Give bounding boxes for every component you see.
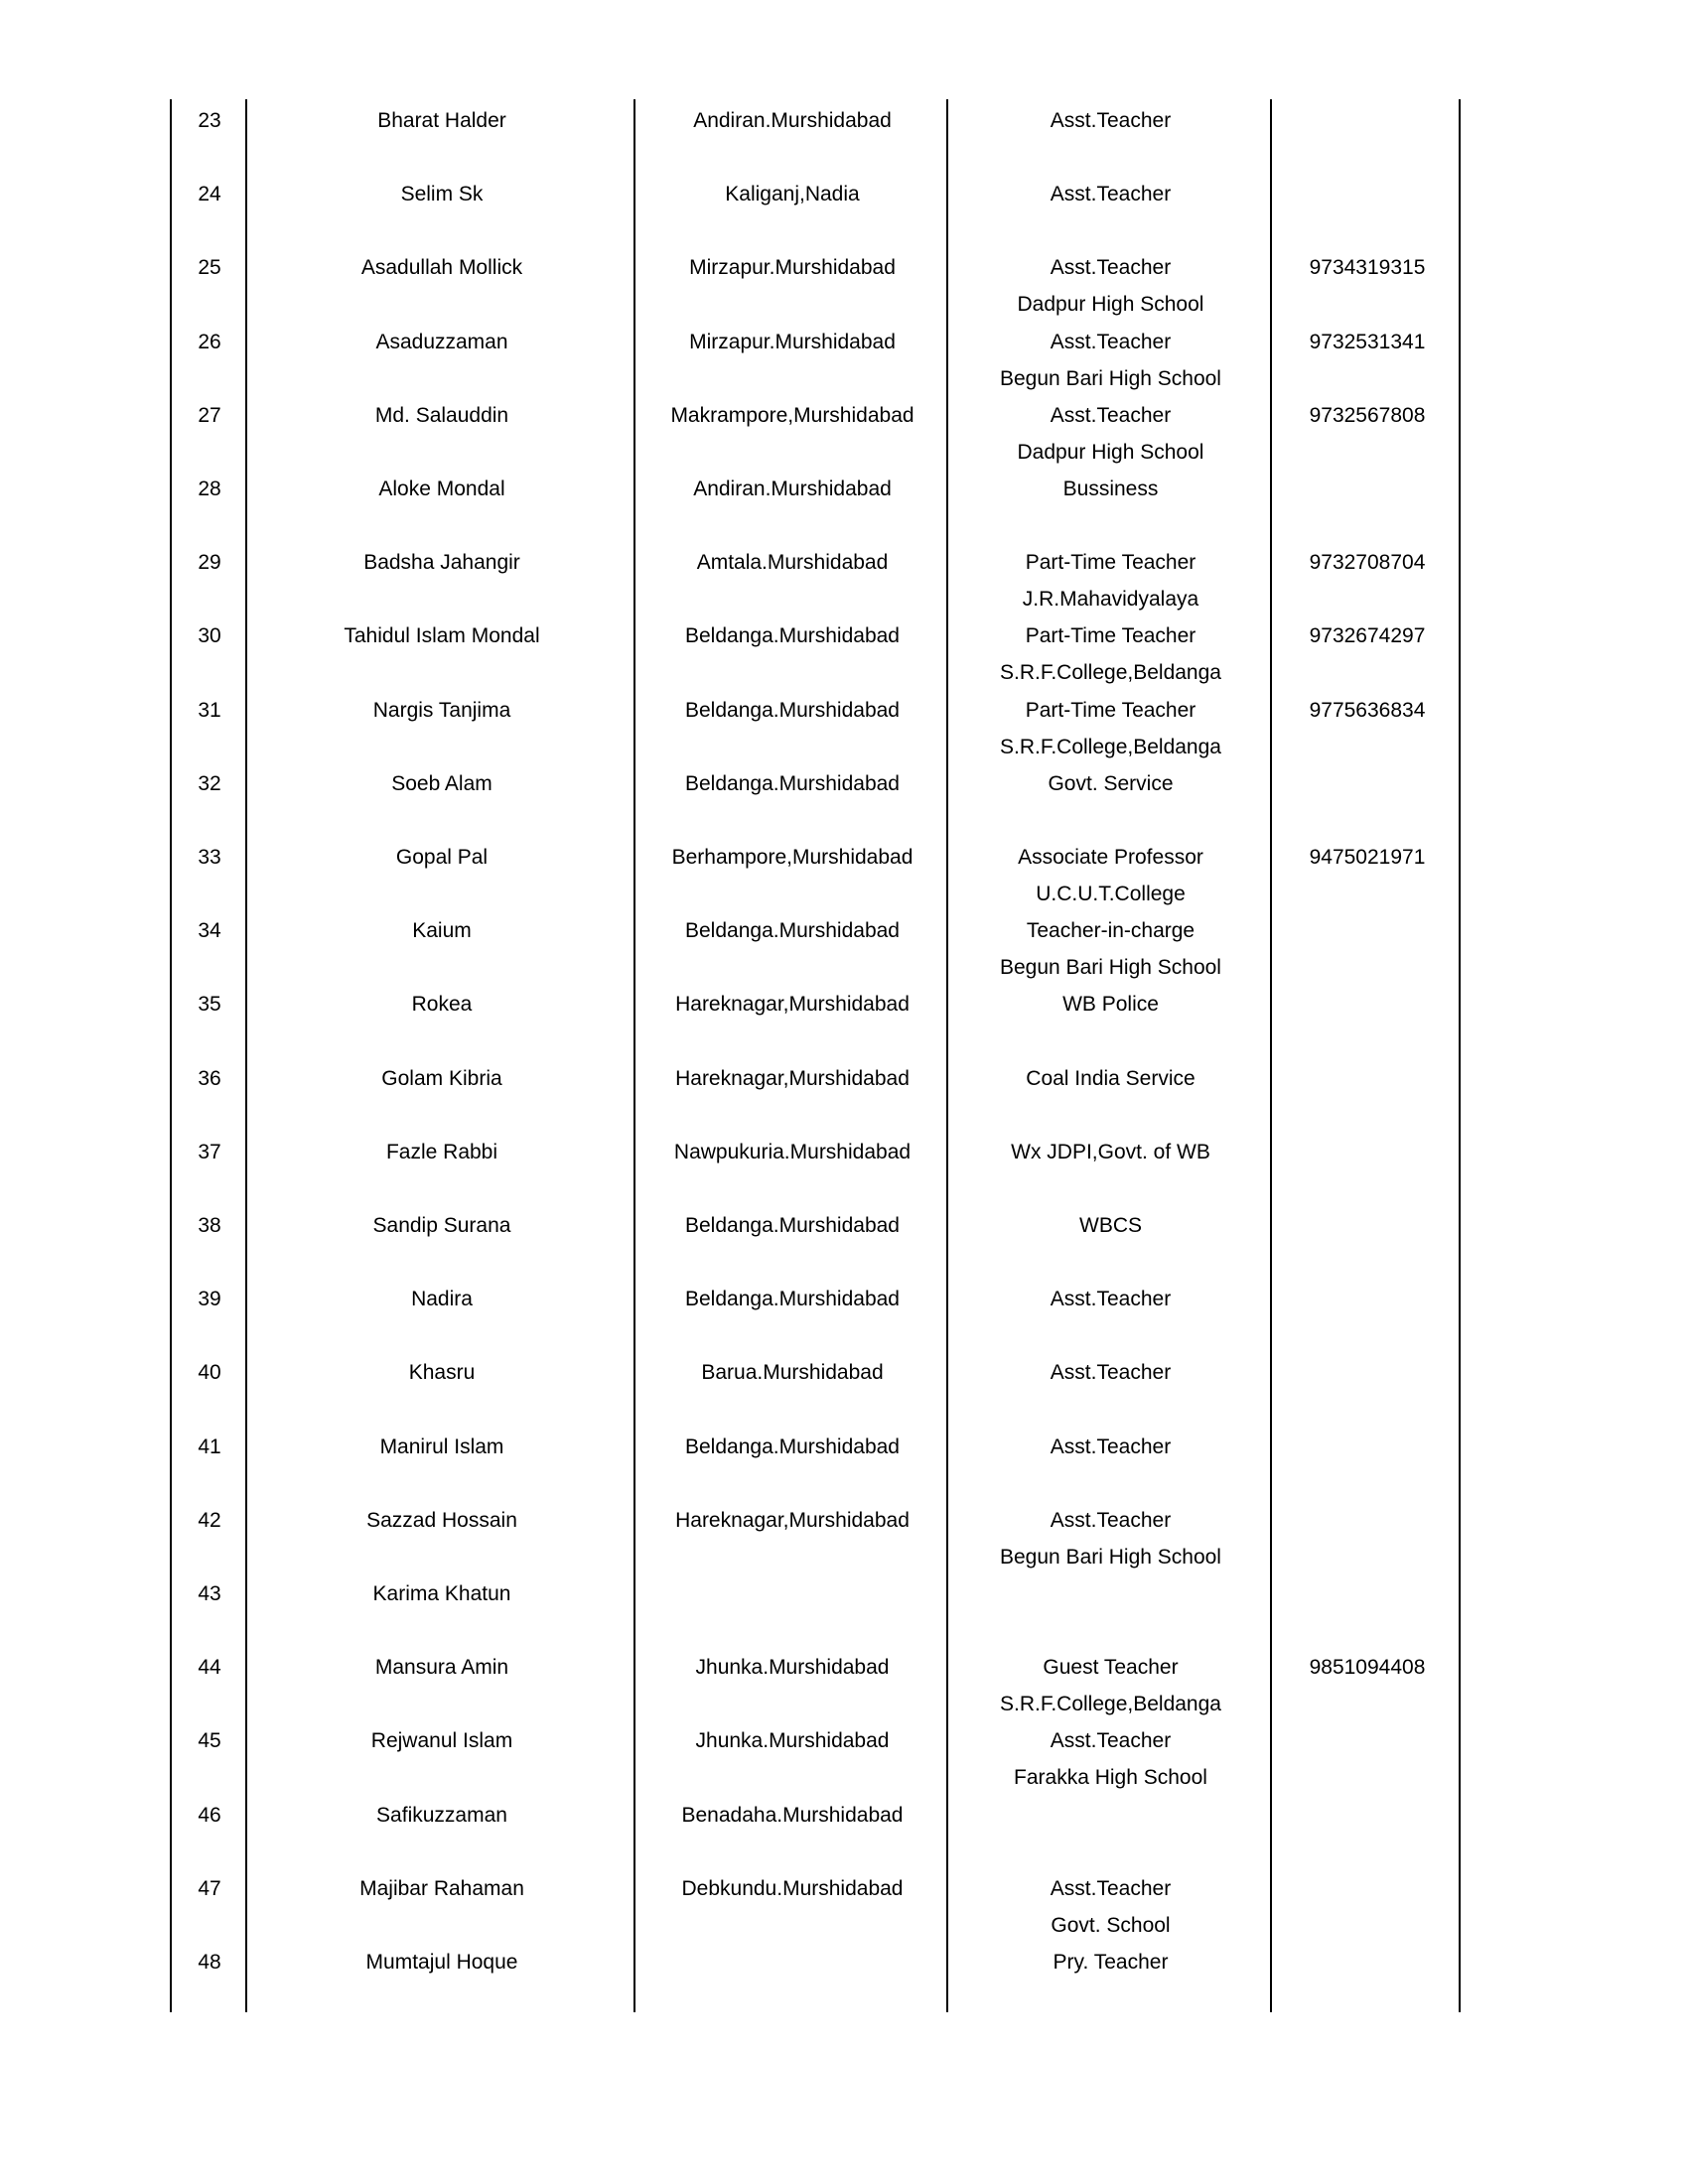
- table-row: [0, 1208, 1688, 1282]
- occupation-cell: [949, 618, 1272, 685]
- member-address: Andiran.Murshidabad: [693, 478, 892, 500]
- workplace: [949, 1318, 1272, 1354]
- occupation: Asst.Teacher: [1050, 1288, 1172, 1311]
- occupation: Part-Time Teacher: [1025, 551, 1196, 575]
- workplace: S.R.F.College,Beldanga: [1000, 1693, 1221, 1716]
- workplace: [949, 803, 1272, 839]
- occupation: WB Police: [1062, 993, 1159, 1017]
- occupation: Asst.Teacher: [1050, 1508, 1172, 1532]
- occupation: Asst.Teacher: [1050, 183, 1172, 206]
- occupation: Teacher-in-charge: [1026, 919, 1196, 943]
- serial-number: 36: [198, 1066, 221, 1090]
- occupation-cell: [949, 1798, 1272, 1834]
- member-address: Beldanga.Murshidabad: [685, 624, 900, 648]
- phone-number: 9775636834: [1309, 698, 1426, 722]
- occupation-cell: [949, 1061, 1272, 1097]
- table-row: [0, 913, 1688, 987]
- table-row: [0, 1650, 1688, 1723]
- table-row: [0, 325, 1688, 398]
- phone-number: [1273, 913, 1462, 949]
- member-name: Safikuzzaman: [376, 1803, 507, 1827]
- phone-number: [1273, 1723, 1462, 1759]
- phone-number: [1273, 1061, 1462, 1097]
- occupation: Asst.Teacher: [1050, 256, 1172, 280]
- serial-number: 23: [198, 109, 221, 132]
- table-row: [0, 987, 1688, 1060]
- member-address: Beldanga.Murshidabad: [685, 698, 900, 722]
- phone-number: 9732674297: [1309, 624, 1426, 648]
- workplace: Dadpur High School: [1017, 440, 1204, 464]
- table-row: [0, 1135, 1688, 1208]
- member-name: Gopal Pal: [395, 846, 489, 869]
- workplace: [949, 508, 1272, 544]
- member-address: Berhampore,Murshidabad: [671, 846, 914, 869]
- member-name: Rejwanul Islam: [370, 1729, 513, 1753]
- phone-number: [1273, 472, 1462, 507]
- workplace: [949, 1466, 1272, 1502]
- workplace: Begun Bari High School: [1000, 956, 1221, 980]
- serial-number: 42: [198, 1508, 221, 1532]
- member-address: Hareknagar,Murshidabad: [675, 1066, 910, 1090]
- occupation-cell: [949, 1282, 1272, 1317]
- occupation-cell: [949, 398, 1272, 464]
- member-address: Debkundu.Murshidabad: [681, 1876, 904, 1900]
- occupation: Associate Professor: [1018, 846, 1203, 869]
- occupation: Asst.Teacher: [1050, 1876, 1172, 1900]
- serial-number: 34: [198, 919, 221, 943]
- member-address: Nawpukuria.Murshidabad: [673, 1140, 912, 1163]
- workplace: S.R.F.College,Beldanga: [1000, 661, 1221, 685]
- phone-number: [1273, 1208, 1462, 1244]
- member-name: Golam Kibria: [381, 1066, 502, 1090]
- serial-number: 44: [198, 1656, 221, 1680]
- member-address: Kaliganj,Nadia: [725, 183, 860, 206]
- phone-number: [1273, 1503, 1462, 1539]
- occupation-cell: [949, 1503, 1272, 1569]
- workplace: [949, 1613, 1272, 1649]
- occupation-cell: [949, 1430, 1272, 1465]
- phone-number: 9734319315: [1309, 256, 1426, 280]
- occupation: Wx JDPI,Govt. of WB: [1011, 1140, 1210, 1163]
- table-row: [0, 840, 1688, 913]
- occupation: Asst.Teacher: [1050, 1434, 1172, 1458]
- table-row: [0, 693, 1688, 766]
- serial-number: 25: [198, 256, 221, 280]
- member-name: Sazzad Hossain: [366, 1508, 517, 1532]
- occupation-cell: [949, 103, 1272, 139]
- serial-number: 41: [198, 1434, 221, 1458]
- occupation-cell: [949, 987, 1272, 1023]
- serial-number: 47: [198, 1876, 221, 1900]
- table-row: [0, 618, 1688, 692]
- table-row: [0, 766, 1688, 840]
- table-row: [0, 1282, 1688, 1355]
- phone-number: [1273, 1871, 1462, 1907]
- table-row: [0, 398, 1688, 472]
- occupation-cell: [949, 766, 1272, 802]
- member-name: Badsha Jahangir: [363, 551, 520, 575]
- member-address: Beldanga.Murshidabad: [685, 1214, 900, 1237]
- occupation: Asst.Teacher: [1050, 1361, 1172, 1385]
- member-name: Nadira: [411, 1288, 473, 1311]
- member-name: Khasru: [408, 1361, 476, 1385]
- phone-number: 9732531341: [1309, 330, 1426, 353]
- member-name: Sandip Surana: [372, 1214, 511, 1237]
- phone-number: [1273, 1135, 1462, 1170]
- member-address: Barua.Murshidabad: [701, 1361, 884, 1385]
- member-name: Majibar Rahaman: [359, 1876, 524, 1900]
- table-row: [0, 1871, 1688, 1945]
- occupation: Part-Time Teacher: [1025, 698, 1196, 722]
- member-name: Soeb Alam: [391, 771, 492, 795]
- member-address: Beldanga.Murshidabad: [685, 919, 900, 943]
- member-name: Mansura Amin: [374, 1656, 509, 1680]
- occupation-cell: [949, 1355, 1272, 1391]
- member-address: Mirzapur.Murshidabad: [689, 256, 896, 280]
- table-row: [0, 250, 1688, 324]
- table-row: [0, 1723, 1688, 1797]
- workplace: [949, 1171, 1272, 1207]
- occupation: Govt. Service: [1048, 771, 1174, 795]
- member-address: Beldanga.Murshidabad: [685, 771, 900, 795]
- member-address: [636, 1945, 948, 1980]
- occupation-cell: [949, 545, 1272, 612]
- member-name: Mumtajul Hoque: [365, 1951, 518, 1974]
- occupation-cell: [949, 250, 1272, 317]
- member-name: Aloke Mondal: [378, 478, 505, 500]
- serial-number: 33: [198, 846, 221, 869]
- member-address: Beldanga.Murshidabad: [685, 1434, 900, 1458]
- phone-number: [1273, 1282, 1462, 1317]
- workplace: Dadpur High School: [1017, 293, 1204, 317]
- phone-number: [1273, 1430, 1462, 1465]
- member-address: [636, 1576, 948, 1612]
- table-row: [0, 472, 1688, 545]
- member-name: Asadullah Mollick: [360, 256, 523, 280]
- phone-number: [1273, 1945, 1462, 1980]
- occupation-cell: [949, 1576, 1272, 1612]
- occupation: [949, 1798, 1272, 1834]
- member-address: Andiran.Murshidabad: [693, 109, 892, 132]
- member-address: Hareknagar,Murshidabad: [675, 993, 910, 1017]
- occupation-cell: [949, 1723, 1272, 1790]
- serial-number: 39: [198, 1288, 221, 1311]
- occupation-cell: [949, 1945, 1272, 1980]
- occupation: Pry. Teacher: [1053, 1951, 1169, 1974]
- occupation-cell: [949, 1650, 1272, 1716]
- workplace: S.R.F.College,Beldanga: [1000, 735, 1221, 758]
- phone-number: [1273, 177, 1462, 212]
- phone-number: [1273, 1798, 1462, 1834]
- serial-number: 32: [198, 771, 221, 795]
- occupation: WBCS: [1079, 1214, 1142, 1237]
- serial-number: 40: [198, 1361, 221, 1385]
- table-row: [0, 1430, 1688, 1503]
- occupation: Part-Time Teacher: [1025, 624, 1196, 648]
- occupation-cell: [949, 1208, 1272, 1244]
- workplace: [949, 140, 1272, 176]
- table-row: [0, 1355, 1688, 1429]
- workplace: [949, 1245, 1272, 1281]
- phone-number: 9732567808: [1309, 403, 1426, 427]
- member-address: Jhunka.Murshidabad: [695, 1656, 890, 1680]
- member-address: Hareknagar,Murshidabad: [675, 1508, 910, 1532]
- occupation-cell: [949, 325, 1272, 390]
- member-address: Jhunka.Murshidabad: [695, 1729, 890, 1753]
- workplace: Begun Bari High School: [1000, 1545, 1221, 1569]
- workplace: [949, 1024, 1272, 1059]
- member-name: Fazle Rabbi: [385, 1140, 498, 1163]
- table-row: [0, 1798, 1688, 1871]
- member-name: Kaium: [412, 919, 472, 943]
- workplace: [949, 1098, 1272, 1134]
- occupation: Asst.Teacher: [1050, 1729, 1172, 1753]
- member-name: Karima Khatun: [372, 1582, 511, 1605]
- occupation: Guest Teacher: [1043, 1656, 1179, 1680]
- member-name: Selim Sk: [400, 183, 484, 206]
- serial-number: 26: [198, 330, 221, 353]
- occupation: Bussiness: [1062, 478, 1159, 500]
- member-name: Nargis Tanjima: [372, 698, 511, 722]
- serial-number: 28: [198, 478, 221, 500]
- serial-number: 24: [198, 183, 221, 206]
- member-name: Rokea: [411, 993, 473, 1017]
- member-address: Makrampore,Murshidabad: [670, 403, 914, 427]
- phone-number: [1273, 766, 1462, 802]
- phone-number: [1273, 987, 1462, 1023]
- workplace: Begun Bari High School: [1000, 366, 1221, 390]
- member-name: Md. Salauddin: [374, 403, 509, 427]
- occupation: Asst.Teacher: [1050, 330, 1172, 353]
- serial-number: 37: [198, 1140, 221, 1163]
- occupation: Coal India Service: [1026, 1066, 1196, 1090]
- serial-number: 43: [198, 1582, 221, 1605]
- phone-number: [1273, 1576, 1462, 1612]
- member-address: Mirzapur.Murshidabad: [689, 330, 896, 353]
- serial-number: 27: [198, 403, 221, 427]
- table-row: [0, 1061, 1688, 1135]
- workplace: U.C.U.T.College: [1036, 883, 1186, 905]
- table-row: [0, 1945, 1688, 2018]
- member-address: Amtala.Murshidabad: [696, 551, 889, 575]
- occupation-cell: [949, 177, 1272, 212]
- occupation-cell: [949, 913, 1272, 980]
- phone-number: 9475021971: [1309, 846, 1426, 869]
- occupation: [949, 1576, 1272, 1612]
- serial-number: 31: [198, 698, 221, 722]
- workplace: J.R.Mahavidyalaya: [1022, 588, 1199, 612]
- serial-number: 45: [198, 1729, 221, 1753]
- serial-number: 46: [198, 1803, 221, 1827]
- serial-number: 38: [198, 1214, 221, 1237]
- table-row: [0, 545, 1688, 618]
- workplace: [949, 1981, 1272, 2017]
- member-name: Asaduzzaman: [375, 330, 508, 353]
- member-name: Tahidul Islam Mondal: [344, 624, 540, 648]
- workplace: Govt. School: [1051, 1913, 1171, 1937]
- occupation: Asst.Teacher: [1050, 109, 1172, 132]
- member-name: Manirul Islam: [379, 1434, 504, 1458]
- occupation-cell: [949, 1135, 1272, 1170]
- occupation: Asst.Teacher: [1050, 403, 1172, 427]
- serial-number: 30: [198, 624, 221, 648]
- occupation-cell: [949, 693, 1272, 758]
- workplace: [949, 213, 1272, 249]
- occupation-cell: [949, 472, 1272, 507]
- phone-number: [1273, 1355, 1462, 1391]
- table-row: [0, 177, 1688, 250]
- table-row: [0, 1576, 1688, 1650]
- serial-number: 48: [198, 1951, 221, 1974]
- serial-number: 35: [198, 993, 221, 1017]
- phone-number: 9732708704: [1309, 551, 1426, 575]
- phone-number: 9851094408: [1309, 1656, 1426, 1680]
- member-address: Beldanga.Murshidabad: [685, 1288, 900, 1311]
- member-name: Bharat Halder: [377, 109, 506, 132]
- phone-number: [1273, 103, 1462, 139]
- table-row: [0, 103, 1688, 177]
- table-row: [0, 1503, 1688, 1576]
- serial-number: 29: [198, 551, 221, 575]
- occupation-cell: [949, 840, 1272, 905]
- workplace: [949, 1392, 1272, 1428]
- workplace: Farakka High School: [1014, 1766, 1207, 1790]
- workplace: [949, 1835, 1272, 1870]
- member-address: Benadaha.Murshidabad: [681, 1803, 904, 1827]
- occupation-cell: [949, 1871, 1272, 1937]
